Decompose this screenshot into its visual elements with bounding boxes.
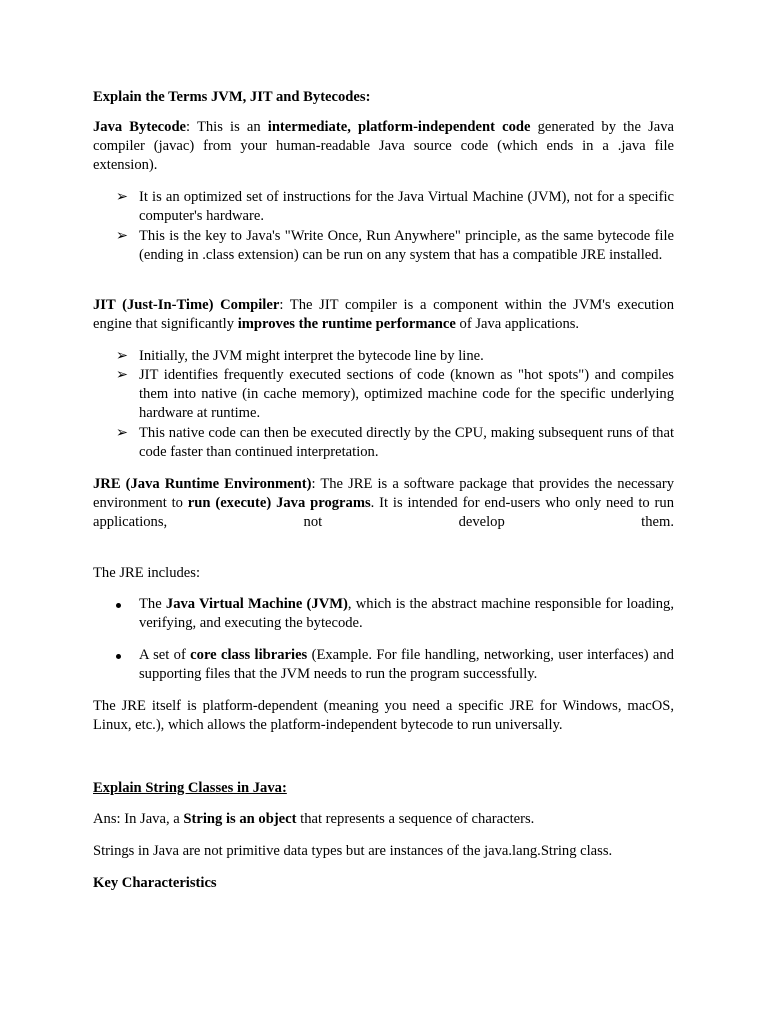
answer-text-post: that represents a sequence of characters.: [296, 811, 535, 827]
jre-paragraph: [93, 475, 674, 533]
jit-term: JIT (Just-In-Time) Compiler: [93, 297, 280, 313]
bullet-dot-icon: [116, 603, 121, 608]
jit-text-2: of Java applications.: [455, 316, 580, 333]
arrow-bullet-icon: ➢: [115, 348, 129, 364]
bullet-text: This native code can then be executed directly by the CPU, making subsequent runs of that code faster than continued interpretation.: [139, 425, 674, 461]
arrow-bullet-icon: ➢: [115, 367, 129, 383]
answer-text-pre: Ans: In Java, a: [93, 811, 184, 827]
item-text-post: , which is the abstract machine responsible for loading, verifying, and executing the bytecode.: [139, 596, 674, 632]
jre-text-2: . It is intended for end-users who only need to run applications, not develop them.: [93, 495, 674, 531]
bytecode-bullet: [115, 227, 674, 265]
bytecode-text-1: : This is an: [186, 119, 268, 135]
jit-bullet: [115, 347, 674, 366]
item-emphasis: Java Virtual Machine (JVM): [165, 596, 348, 612]
key-characteristics-heading: Key Characteristics: [93, 875, 217, 891]
arrow-bullet-icon: ➢: [115, 425, 129, 441]
item-text-pre: The: [139, 596, 166, 612]
arrow-bullet-icon: ➢: [115, 189, 129, 205]
jre-text-1: : The JRE is a software package that provides the necessary environment to: [93, 476, 674, 512]
bytecode-bullet: [115, 188, 674, 226]
jre-closing-paragraph: The JRE itself is platform-dependent (meaning you need a specific JRE for Windows, macOS, Linux, etc.), which allows the platform-independent bytecode to run universally.: [93, 698, 674, 734]
bullet-text: This is the key to Java's "Write Once, Run Anywhere" principle, as the same bytecode file (ending in .class extension) can be run on any system that has a compatible JRE installed.: [139, 228, 674, 264]
jre-term: JRE (Java Runtime Environment): [93, 476, 312, 492]
bullet-text: It is an optimized set of instructions for the Java Virtual Machine (JVM), not for a specific computer's hardware.: [139, 189, 674, 225]
string-answer-paragraph: [93, 810, 674, 829]
bytecode-term: Java Bytecode: [93, 119, 187, 135]
item-text-post: (Example. For file handling, networking, user interfaces) and supporting files that the JVM needs to run the program successfully.: [139, 647, 674, 683]
bullet-dot-icon: [116, 654, 121, 659]
jre-component-item: [139, 595, 674, 633]
item-emphasis: core class libraries: [190, 647, 308, 663]
string-description-paragraph: Strings in Java are not primitive data types but are instances of the java.lang.String class.: [93, 843, 613, 859]
bytecode-paragraph: [93, 118, 674, 176]
jit-bullet: [115, 366, 674, 424]
jre-component-item: [139, 646, 674, 684]
jit-text-1: : The JIT compiler is a component within the JVM's execution engine that significantly: [93, 297, 674, 333]
section-heading-jvm-jit: Explain the Terms JVM, JIT and Bytecodes:: [93, 89, 371, 105]
bytecode-emphasis: intermediate, platform-independent code: [267, 119, 531, 135]
item-text-pre: A set of: [139, 647, 191, 663]
answer-emphasis: String is an object: [183, 811, 297, 827]
bullet-text: JIT identifies frequently executed sections of code (known as "hot spots") and compiles them into native (in cache memory), optimized machine code for the specific underlying hardware at runtime.: [139, 367, 674, 422]
bullet-text: Initially, the JVM might interpret the bytecode line by line.: [139, 348, 484, 364]
jre-includes-label: The JRE includes:: [93, 565, 201, 581]
jre-emphasis: run (execute) Java programs: [187, 495, 371, 512]
section-heading-string-classes: Explain String Classes in Java:: [93, 780, 287, 796]
jit-emphasis: improves the runtime performance: [237, 316, 456, 333]
jit-paragraph: [93, 296, 674, 334]
bytecode-text-2: generated by the Java compiler (javac) from your human-readable Java source code (which ends in a .java file extension).: [93, 119, 675, 174]
arrow-bullet-icon: ➢: [115, 228, 129, 244]
jit-bullet: [115, 424, 674, 462]
